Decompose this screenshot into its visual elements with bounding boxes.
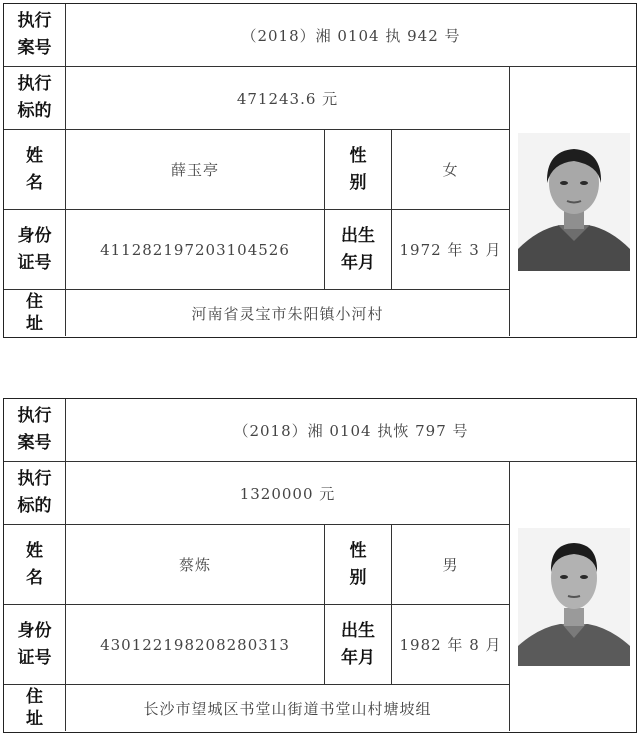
case-no-label: 执行 案号 [4, 399, 66, 462]
amount-value: 471243.6 元 [66, 67, 510, 130]
address-value: 河南省灵宝市朱阳镇小河村 [66, 290, 510, 336]
person-photo-female-icon [518, 133, 630, 271]
birth-value: 1982 年 8 月 [392, 605, 510, 685]
record-card-1 [3, 3, 637, 338]
gender-label: 性 别 [325, 130, 392, 210]
amount-value: 1320000 元 [66, 462, 510, 525]
photo-area [511, 463, 636, 731]
record-card-2 [3, 398, 637, 733]
amount-label: 执行 标的 [4, 67, 66, 130]
birth-label: 出生 年月 [325, 210, 392, 290]
id-label: 身份 证号 [4, 605, 66, 685]
name-value: 薛玉亭 [66, 130, 325, 210]
id-value: 411282197203104526 [66, 210, 325, 290]
amount-label: 执行 标的 [4, 462, 66, 525]
gender-value: 女 [392, 130, 510, 210]
case-no-value: （2018）湘 0104 执 942 号 [66, 4, 636, 67]
case-no-label: 执行 案号 [4, 4, 66, 67]
address-value: 长沙市望城区书堂山街道书堂山村塘坡组 [66, 685, 510, 731]
name-label: 姓 名 [4, 130, 66, 210]
person-photo-male-icon [518, 528, 630, 666]
case-no-value: （2018）湘 0104 执恢 797 号 [66, 399, 636, 462]
name-value: 蔡炼 [66, 525, 325, 605]
name-label: 姓 名 [4, 525, 66, 605]
id-value: 430122198208280313 [66, 605, 325, 685]
address-label: 住 址 [4, 685, 66, 731]
birth-label: 出生 年月 [325, 605, 392, 685]
address-label: 住 址 [4, 290, 66, 336]
photo-area [511, 68, 636, 336]
birth-value: 1972 年 3 月 [392, 210, 510, 290]
gender-value: 男 [392, 525, 510, 605]
id-label: 身份 证号 [4, 210, 66, 290]
gender-label: 性 别 [325, 525, 392, 605]
